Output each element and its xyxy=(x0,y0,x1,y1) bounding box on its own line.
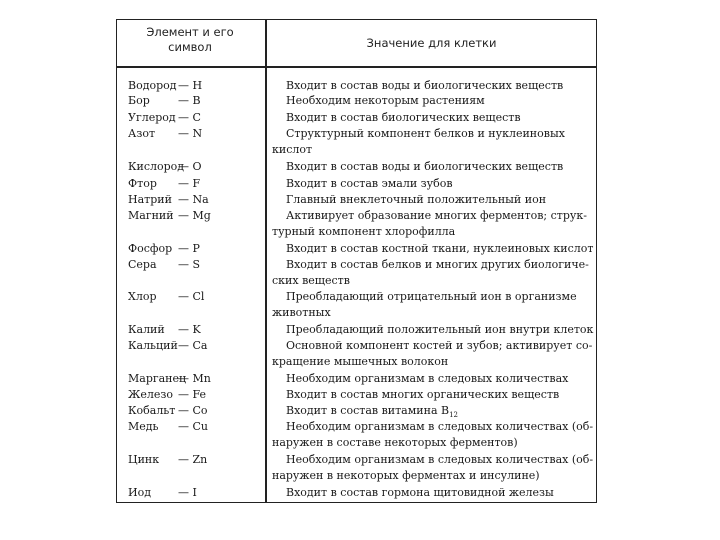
element-symbol: — F xyxy=(178,177,201,190)
meaning-line1-text: Входит в состав эмали зубов xyxy=(286,177,453,190)
header-element-column xyxy=(130,25,250,55)
element-name: Медь xyxy=(128,420,159,433)
header-divider xyxy=(116,66,597,68)
meaning-line1-text: Необходим организмам в следовых количествах xyxy=(286,372,569,385)
element-meaning xyxy=(272,322,592,338)
element-symbol: — Mg xyxy=(178,209,211,222)
element-symbol: — H xyxy=(178,79,203,92)
meaning-line1 xyxy=(272,338,592,354)
element-meaning xyxy=(272,192,592,208)
meaning-line1 xyxy=(272,241,592,257)
meaning-line2: кислот xyxy=(272,142,313,156)
element-name: Хлор xyxy=(128,290,157,303)
element-name: Бор xyxy=(128,94,150,107)
element-symbol: — Na xyxy=(178,193,209,206)
meaning-line1-text: Входит в состав костной ткани, нуклеиновых кислот xyxy=(286,242,594,255)
meaning-line1 xyxy=(272,110,592,126)
element-name: Сера xyxy=(128,258,157,271)
element-symbol: — N xyxy=(178,127,203,140)
element-symbol: — Cl xyxy=(178,290,205,303)
element-meaning xyxy=(272,371,592,387)
element-symbol: — Cu xyxy=(178,420,208,433)
meaning-line1-text: Входит в состав многих органических веществ xyxy=(286,388,560,401)
meaning-line2: наружен в составе некоторых ферментов) xyxy=(272,435,518,449)
meaning-line1 xyxy=(272,93,592,109)
meaning-line2: турный компонент хлорофилла xyxy=(272,224,456,238)
meaning-line1 xyxy=(272,257,592,273)
meaning-line1-text: Входит в состав гормона щитовидной железы xyxy=(286,486,554,499)
element-symbol: — S xyxy=(178,258,201,271)
meaning-line1 xyxy=(272,126,592,142)
meaning-line1-text: Активирует образование многих ферментов; струк- xyxy=(286,209,587,222)
meaning-line1-text: Входит в состав воды и биологических веществ xyxy=(286,79,564,92)
element-name: Кальций xyxy=(128,339,178,352)
element-meaning xyxy=(272,176,592,192)
element-name: Иод xyxy=(128,486,151,499)
element-symbol: — Fe xyxy=(178,388,207,401)
element-meaning xyxy=(272,110,592,126)
meaning-line1 xyxy=(272,289,592,305)
meaning-line1-text: Входит в состав витамина B xyxy=(286,404,450,417)
meaning-line1 xyxy=(272,322,592,338)
header-meaning-column: Значение для клетки xyxy=(366,36,497,50)
meaning-line1 xyxy=(272,192,592,208)
header-element-line2: символ xyxy=(168,40,212,54)
meaning-line2: наружен в некоторых ферментах и инсулине) xyxy=(272,468,540,482)
meaning-line1-text: Входит в состав белков и многих других биологиче- xyxy=(286,258,589,271)
meaning-line1 xyxy=(272,159,592,175)
element-name: Кобальт xyxy=(128,404,176,417)
element-name: Углерод xyxy=(128,111,176,124)
element-symbol: — P xyxy=(178,242,200,255)
element-symbol: — B xyxy=(178,94,201,107)
element-meaning xyxy=(272,93,592,109)
element-meaning xyxy=(272,257,592,288)
meaning-line1 xyxy=(272,452,592,468)
element-symbol: — Co xyxy=(178,404,208,417)
element-name: Железо xyxy=(128,388,173,401)
element-meaning xyxy=(272,338,592,369)
element-symbol: — O xyxy=(178,160,202,173)
meaning-line1-text: Преобладающий положительный ион внутри клеток xyxy=(286,323,594,336)
element-symbol: — Zn xyxy=(178,453,208,466)
element-meaning xyxy=(272,208,592,239)
element-meaning xyxy=(272,485,592,501)
meaning-line1-text: Необходим некоторым растениям xyxy=(286,94,485,107)
meaning-line1-text: Необходим организмам в следовых количествах (об- xyxy=(286,420,594,433)
meaning-line1 xyxy=(272,419,592,435)
meaning-line2: кращение мышечных волокон xyxy=(272,354,449,368)
element-name: Магний xyxy=(128,209,174,222)
meaning-line1 xyxy=(272,485,592,501)
meaning-line1 xyxy=(272,176,592,192)
element-symbol: — I xyxy=(178,486,197,499)
element-name: Водород xyxy=(128,79,177,92)
element-meaning xyxy=(272,452,592,483)
element-meaning xyxy=(272,78,592,94)
header-element-line1: Элемент и его xyxy=(146,25,234,39)
meaning-line1 xyxy=(272,371,592,387)
element-symbol: — Mn xyxy=(178,372,211,385)
meaning-line1 xyxy=(272,208,592,224)
meaning-line1-text: Главный внеклеточный положительный ион xyxy=(286,193,547,206)
element-symbol: — Ca xyxy=(178,339,208,352)
element-name: Фтор xyxy=(128,177,157,190)
meaning-line1-text: Основной компонент костей и зубов; активирует со- xyxy=(286,339,593,352)
element-symbol: — C xyxy=(178,111,201,124)
meaning-line1 xyxy=(272,387,592,403)
meaning-line2: ских веществ xyxy=(272,273,350,287)
element-meaning xyxy=(272,159,592,175)
element-name: Фосфор xyxy=(128,242,173,255)
element-meaning xyxy=(272,126,592,157)
meaning-line2: животных xyxy=(272,305,331,319)
element-name: Марганец xyxy=(128,372,187,385)
element-meaning xyxy=(272,289,592,320)
element-name: Цинк xyxy=(128,453,160,466)
element-symbol: — K xyxy=(178,323,201,336)
element-name: Азот xyxy=(128,127,156,140)
meaning-line1-text: Преобладающий отрицательный ион в организме xyxy=(286,290,577,303)
meaning-line1-text: Структурный компонент белков и нуклеиновых xyxy=(286,127,565,140)
meaning-line1-text: Входит в состав биологических веществ xyxy=(286,111,521,124)
meaning-line1-text: Входит в состав воды и биологических веществ xyxy=(286,160,564,173)
element-meaning xyxy=(272,419,592,450)
element-meaning xyxy=(272,387,592,403)
element-name: Натрий xyxy=(128,193,172,206)
element-name: Калий xyxy=(128,323,165,336)
element-name: Кислород xyxy=(128,160,185,173)
column-divider xyxy=(265,19,267,503)
meaning-subscript: 12 xyxy=(449,411,459,420)
meaning-line1-text: Необходим организмам в следовых количествах (об- xyxy=(286,453,594,466)
element-meaning xyxy=(272,241,592,257)
meaning-line1 xyxy=(272,78,592,94)
